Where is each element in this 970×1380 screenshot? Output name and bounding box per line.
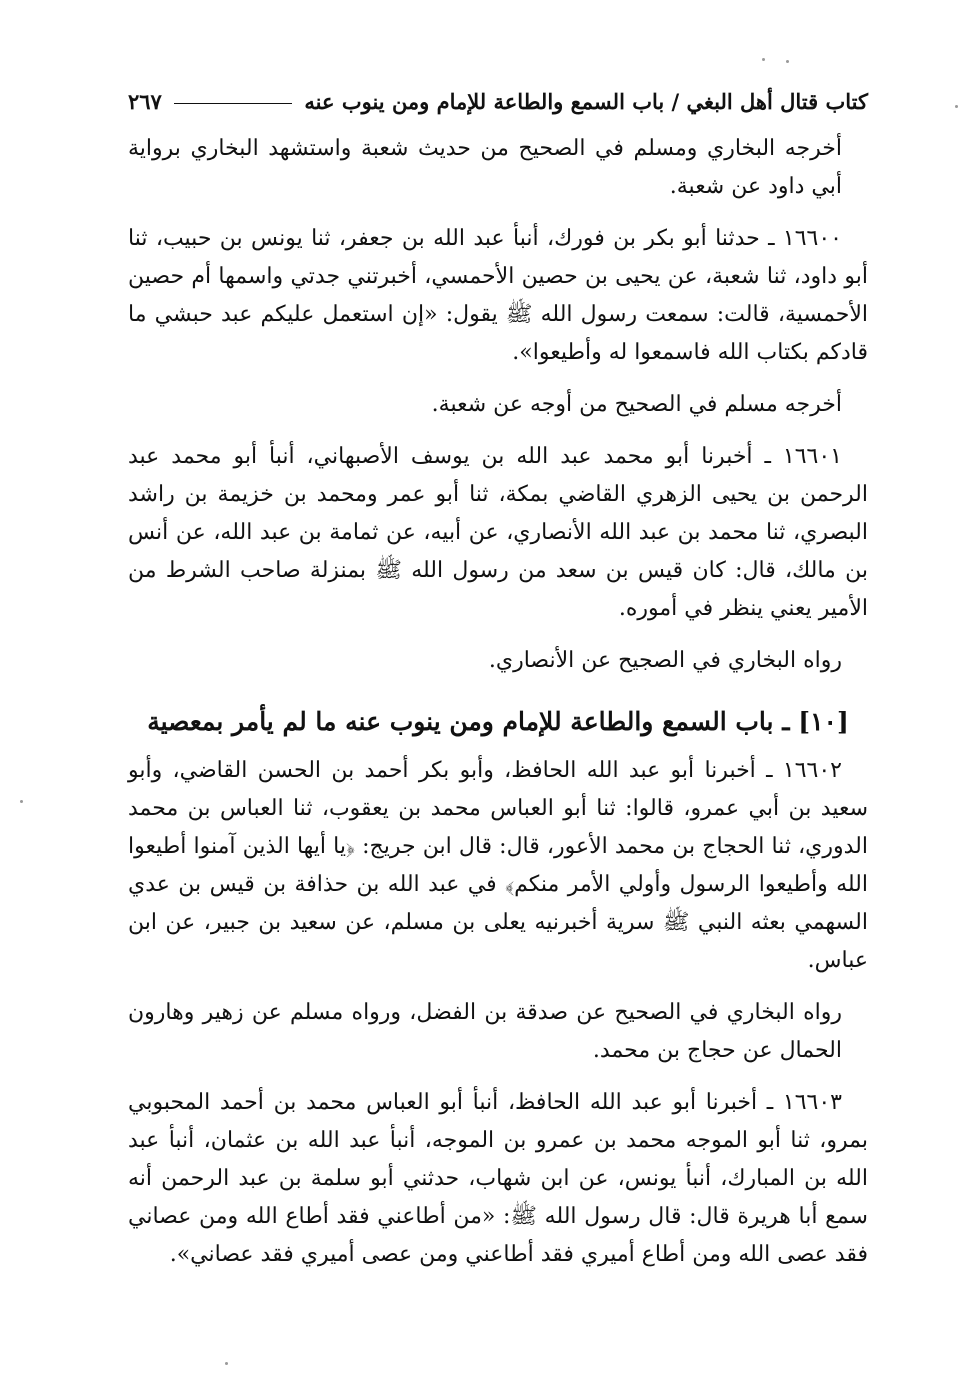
- hadith-paragraph: ١٦٦٠٢ ـ أخبرنا أبو عبد الله الحافظ، وأبو بكر أحمد بن الحسن القاضي، وأبو سعيد بن أبي عمرو، قالوا: ثنا أبو العباس محمد بن يعقوب، ثنا العباس بن محمد الدوري، ثنا الحجاج بن محمد الأعور، قال: قال ابن جريج: ﴿يا أيها الذين آمنوا أطيعوا الله وأطيعوا الرسول وأولي الأمر منكم﴾ في عبد الله بن حذافة بن قيس بن عدي السهمي بعثه النبي ﷺ سرية أخبرنيه يعلى بن مسلم، عن سعيد بن جبير، عن ابن عباس.: [128, 758, 868, 973]
- page-number: ٢٦٧: [128, 88, 162, 114]
- page-body: [128, 130, 868, 1274]
- hadith-paragraph: ١٦٦٠١ ـ أخبرنا أبو محمد عبد الله بن يوسف الأصبهاني، أنبأ أبو محمد عبد الرحمن بن يحيى الزهري القاضي بمكة، ثنا أبو عمر ومحمد بن خزيمة بن راشد البصري، ثنا محمد بن عبد الله الأنصاري، عن أبيه، عن ثمامة بن عبد الله، عن أنس بن مالك، قال: كان قيس بن سعد من رسول الله ﷺ بمنزلة صاحب الشرط من الأمير يعني ينظر في أموره.: [128, 444, 868, 621]
- scan-speck: [955, 105, 958, 108]
- hadith-paragraph: ١٦٦٠٠ ـ حدثنا أبو بكر بن فورك، أنبأ عبد الله بن جعفر، ثنا يونس بن حبيب، ثنا أبو داود، ثنا شعبة، عن يحيى بن حصين الأحمسي، أخبرتني جدتي واسمها أم حصين الأحمسية، قالت: سمعت رسول الله ﷺ يقول: «إن استعمل عليكم عبد حبشي ما قادكم بكتاب الله فاسمعوا له وأطيعوا».: [128, 226, 868, 365]
- scan-speck: [225, 1362, 228, 1365]
- header-title: كتاب قتال أهل البغي / باب السمع والطاعة للإمام ومن ينوب عنه: [304, 88, 868, 114]
- chapter-heading: [١٠] ـ باب السمع والطاعة للإمام ومن ينوب عنه ما لم يأمر بمعصية: [147, 707, 849, 736]
- scan-speck: [786, 60, 789, 63]
- takhrij-note: أخرجه مسلم في الصحيح من أوجه عن شعبة.: [431, 392, 842, 417]
- takhrij-note: رواه البخاري في الصجيح عن الأنصاري.: [488, 648, 842, 673]
- takhrij-note: أخرجه البخاري ومسلم في الصحيح من حديث شعبة واستشهد البخاري برواية أبي داود عن شعبة.: [128, 136, 842, 199]
- takhrij-note: رواه البخاري في الصحيح عن صدقة بن الفضل، ورواه مسلم عن زهير وهارون الحمال عن حجاج بن محمد.: [128, 1000, 842, 1063]
- scan-speck: [762, 58, 765, 61]
- scan-speck: [20, 800, 23, 803]
- running-header: [128, 84, 868, 118]
- header-rule: [174, 103, 293, 104]
- hadith-paragraph: ١٦٦٠٣ ـ أخبرنا أبو عبد الله الحافظ، أنبأ أبو العباس محمد بن أحمد المحبوبي بمرو، ثنا أبو الموجه محمد بن عمرو بن الموجه، أنبأ عبد الله بن عثمان، أنبأ عبد الله بن المبارك، أنبأ يونس، عن ابن شهاب، حدثني أبو سلمة بن عبد الرحمن أنه سمع أبا هريرة قال: قال رسول الله ﷺ: «من أطاعني فقد أطاع الله ومن عصاني فقد عصى الله ومن أطاع أميري فقد أطاعني ومن عصى أميري فقد عصاني».: [128, 1090, 868, 1267]
